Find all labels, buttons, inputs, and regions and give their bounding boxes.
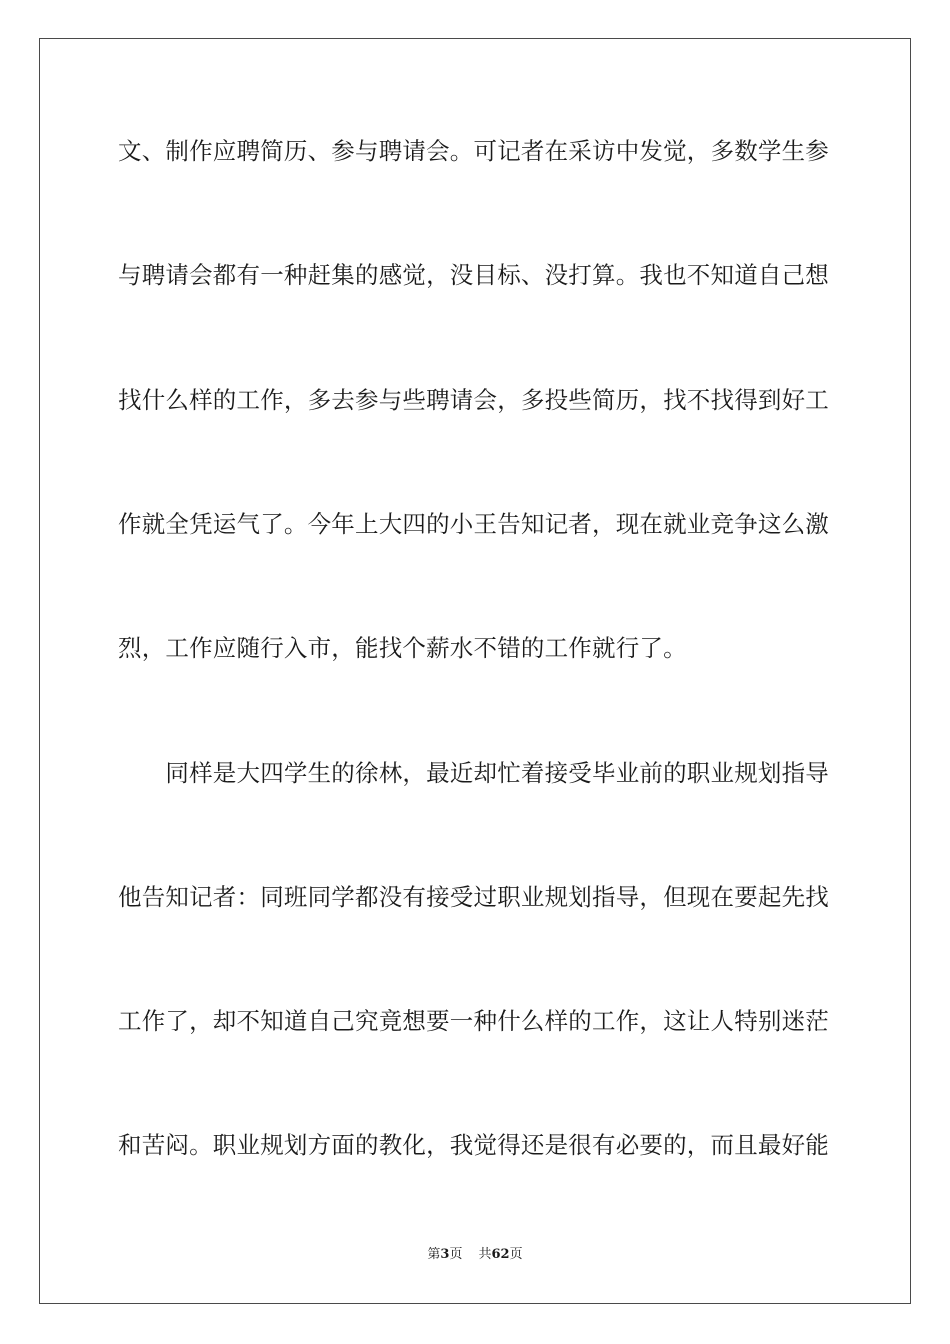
body-text-line: 作就全凭运气了。今年上大四的小王告知记者，现在就业竞争这么激 [118,510,829,538]
body-text-line: 他告知记者：同班同学都没有接受过职业规划指导，但现在要起先找 [118,883,829,911]
page-prefix: 第 [427,1247,441,1262]
body-text-line: 工作了，却不知道自己究竟想要一种什么样的工作，这让人特别迷茫 [118,1007,829,1035]
body-text-line: 烈，工作应随行入市，能找个薪水不错的工作就行了。 [118,634,687,662]
body-text-line: 和苦闷。职业规划方面的教化，我觉得还是很有必要的，而且最好能 [118,1131,829,1159]
page-footer [0,1245,950,1265]
body-text-line: 找什么样的工作，多去参与些聘请会，多投些简历，找不找得到好工 [118,386,829,414]
page-number: 3 [440,1247,450,1262]
page-suffix: 页 [449,1247,463,1262]
total-pages: 62 [491,1247,510,1262]
total-prefix: 共 [478,1247,492,1262]
body-text-line: 文、制作应聘简历、参与聘请会。可记者在采访中发觉，多数学生参 [118,137,829,165]
body-text-line: 与聘请会都有一种赶集的感觉，没目标、没打算。我也不知道自己想 [118,261,829,289]
page-border [39,38,911,1304]
body-text-line: 同样是大四学生的徐林，最近却忙着接受毕业前的职业规划指导 [118,759,829,787]
total-suffix: 页 [509,1247,523,1262]
